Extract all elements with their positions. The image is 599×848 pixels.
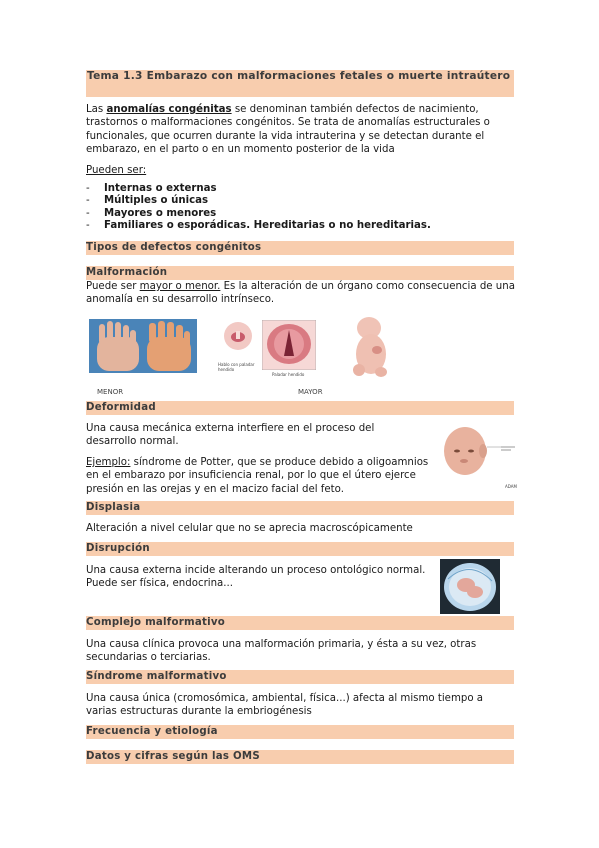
section-heading-deformidad: Deformidad (86, 401, 514, 415)
page-title: Tema 1.3 Embarazo con malformaciones fetales o muerte intraútero (86, 70, 514, 97)
cleft-palate-image (262, 320, 316, 370)
section-heading-disrupcion: Disrupción (86, 542, 514, 556)
section-heading-displasia: Displasia (86, 501, 514, 515)
types-list (86, 183, 431, 233)
list-item: - Familiares o esporádicas. Hereditarias o no hereditarias. (86, 220, 431, 232)
list-item: - Internas o externas (86, 183, 217, 194)
intro-before: Las (86, 104, 107, 115)
section-heading-sindrome: Síndrome malformativo (86, 670, 514, 684)
sindrome-text: Una causa única (cromosómica, ambiental, física...) afecta al mismo tiempo a varias estructuras durante la embriogénesis (86, 693, 484, 718)
list-item: - Múltiples o únicas (86, 195, 209, 207)
intro-paragraph (86, 103, 516, 156)
pueden-ser-label: Pueden ser: (86, 165, 147, 176)
section-heading-malformacion: Malformación (86, 266, 514, 280)
caption-menor: MENOR (97, 388, 124, 396)
image-label-cleft-lip: Hablo con paladar hendido (218, 362, 255, 372)
image-label-adam: ADAM (505, 484, 517, 489)
image-label-cleft-palate: Paladar hendido (272, 372, 305, 377)
section-heading-frecuencia: Frecuencia y etiología (86, 725, 514, 739)
section-heading-datos: Datos y cifras según las OMS (86, 750, 514, 764)
fetus-uterus-image (440, 559, 500, 614)
intro-after: se denominan también defectos de nacimiento, trastornos o malformaciones congénitos. Se trata de anomalías estructurales o funcionales, que ocurren durante la vida intrauterina y se detectan durante el embarazo, en el parto o en un momento posterior de la vida (86, 104, 490, 155)
deformidad-ejemplo: Ejemplo: síndrome de Potter, que se produce debido a oligoamnios en el embarazo por insuficiencia renal, por lo que el útero ejerce presión en las orejas y en el macizo facial del feto. (86, 457, 429, 495)
deformidad-text: Una causa mecánica externa interfiere en el proceso del desarrollo normal. (86, 423, 375, 448)
complejo-text: Una causa clínica provoca una malformación primaria, y ésta a su vez, otras secundarias o terciarias. (86, 639, 477, 664)
baby-image (349, 314, 393, 379)
cleft-lip-image (219, 319, 257, 361)
section-heading-complejo: Complejo malformativo (86, 616, 514, 630)
list-item: - Mayores o menores (86, 207, 217, 219)
displasia-text: Alteración a nivel celular que no se aprecia macroscópicamente (86, 523, 413, 534)
potter-face-image (443, 421, 523, 487)
malformacion-text: Puede ser mayor o menor. Es la alteración de un órgano como consecuencia de una anomalía en su desarrollo intrínseco. (86, 281, 515, 306)
caption-mayor: MAYOR (298, 388, 323, 396)
intro-term: anomalías congénitas (106, 104, 232, 115)
hands-image (89, 319, 197, 373)
section-heading-tipos: Tipos de defectos congénitos (86, 241, 514, 255)
disrupcion-text: Una causa externa incide alterando un proceso ontológico normal. Puede ser física, endocrina... (86, 565, 426, 590)
